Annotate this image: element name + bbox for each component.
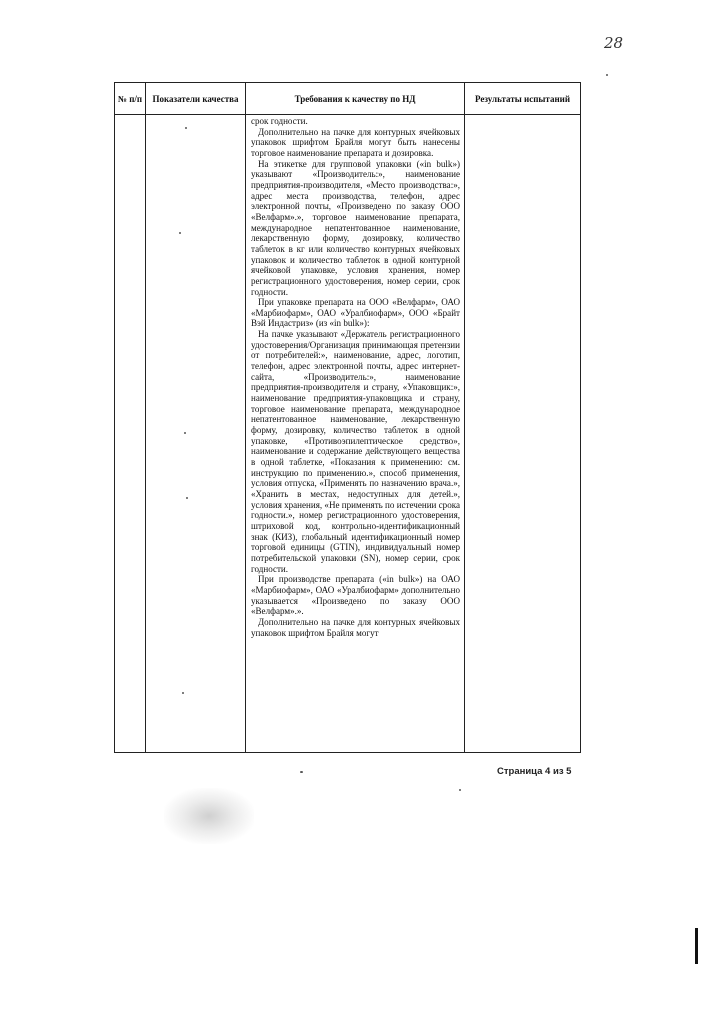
scan-speck xyxy=(606,74,608,76)
requirements-paragraph: На пачке указывают «Держатель регистрационного удостоверения/Организация принимающая претензии от потребителей:», наименование, адрес, логотип, телефон, адрес электронной почты, адрес интернет-сайта, «Производитель:», наименование предприятия-производителя и страну, «Упаковщик:», наименование предприятия-упаковщика и страну, торговое наименование препарата, международное непатентованное наименование, лекарственную форму, дозировку, количество таблеток в одной упаковке, «Противоэпилептическое средство», наименование и содержание действующего вещества в одной таблетке, «Показания к применению: см. инструкцию по применению.», способ применения, условия отпуска, «Применять по назначению врача.», «Хранить в местах, недоступных для детей.», условия хранения, «Не применять по истечении срока годности.», номер регистрационного удостоверения, штриховой код, контрольно-идентификационный знак (КИЗ), глобальный идентификационный номер торговой единицы (GTIN), индивидуальный номер потребительской упаковки (SN), номер серии, срок годности. xyxy=(251,329,460,574)
page-footer: Страница 4 из 5 xyxy=(497,766,572,777)
requirements-paragraph: При упаковке препарата на ООО «Велфарм», ОАО «Марбиофарм», ОАО «Уралбиофарм», ООО «Брайт Вэй Индастриз» (из «in bulk»): xyxy=(251,297,460,329)
cell-requirements xyxy=(246,115,465,753)
scan-speck xyxy=(459,789,461,791)
scan-smudge xyxy=(164,788,254,844)
header-number: № п/п xyxy=(115,83,146,115)
scan-speck xyxy=(300,771,303,773)
table-header-row xyxy=(115,83,581,115)
requirements-paragraph: На этикетке для групповой упаковки («in bulk») указывают «Производитель:», наименование предприятия-производителя, «Место производства:», адрес места производства, телефон, адрес электронной почты, «Произведено по заказу ООО «Велфарм».», торговое наименование препарата, международное непатентованное наименование, лекарственную форму, дозировку, количество таблеток в кг или количество контурных ячейковых упаковок и количество таблеток в одной контурной ячейковой упаковке, условия хранения, номер регистрационного удостоверения, номер серии, срок годности. xyxy=(251,158,460,297)
requirements-paragraph: срок годности. xyxy=(251,116,308,126)
scan-speck xyxy=(182,692,184,694)
requirements-paragraph: Дополнительно на пачке для контурных ячейковых упаковок шрифтом Брайля могут быть нанесены торговое наименование препарата и дозировка. xyxy=(251,126,460,158)
scan-speck xyxy=(179,232,181,234)
handwritten-page-number: 28 xyxy=(604,34,624,52)
header-test-results: Результаты испытаний xyxy=(465,83,581,115)
cell-quality-indicators xyxy=(146,115,246,753)
requirements-paragraph: При производстве препарата («in bulk») на ОАО «Марбиофарм», ОАО «Уралбиофарм» дополнительно указывается «Произведено по заказу ООО «Велфарм».». xyxy=(251,574,460,617)
requirements-paragraph: Дополнительно на пачке для контурных ячейковых упаковок шрифтом Брайля могут xyxy=(251,616,460,638)
scan-speck xyxy=(186,497,188,499)
header-requirements: Требования к качеству по НД xyxy=(246,83,465,115)
scan-edge-mark xyxy=(695,928,698,964)
cell-number xyxy=(115,115,146,753)
quality-requirements-table xyxy=(114,82,581,753)
scan-speck xyxy=(185,127,187,129)
scan-speck xyxy=(184,432,186,434)
requirements-text xyxy=(246,115,464,638)
header-quality-indicators: Показатели качества xyxy=(146,83,246,115)
cell-test-results xyxy=(465,115,581,753)
